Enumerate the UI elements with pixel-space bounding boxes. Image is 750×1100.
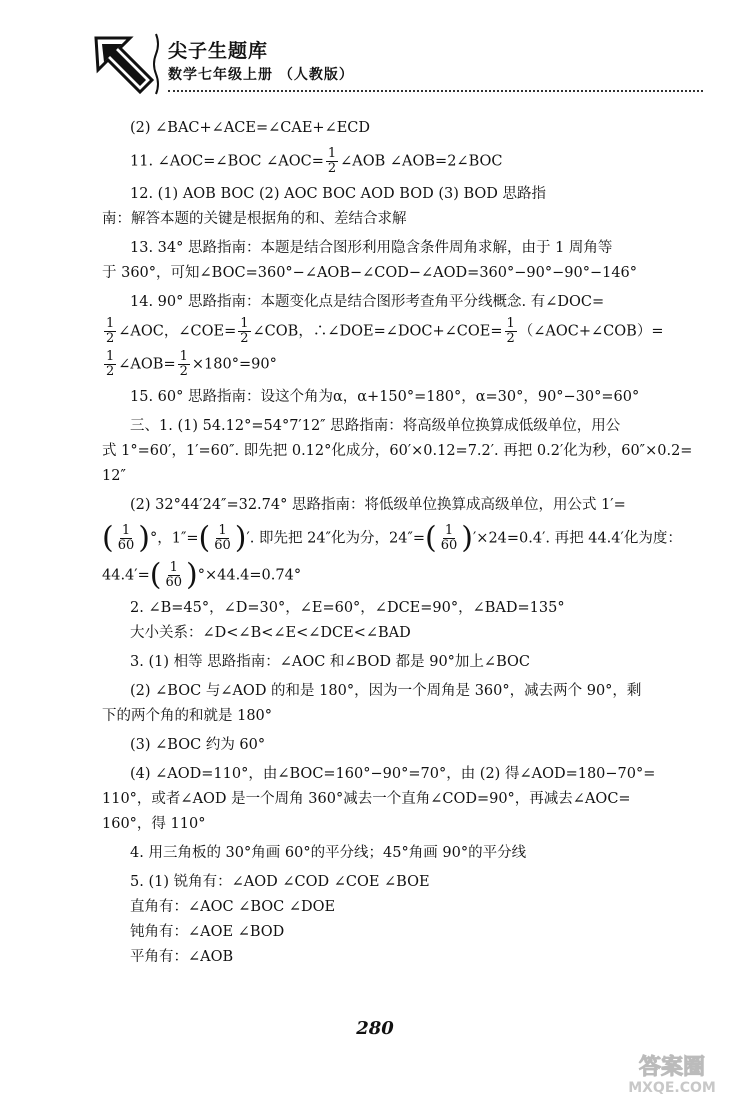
text-line: (2) 32°44′24″=32.74° 思路指南：将低级单位换算成高级单位，用公式 1′= xyxy=(130,497,626,513)
text-line: 3. (1) 相等 思路指南：∠AOC 和∠BOD 都是 90°加上∠BOC xyxy=(130,654,530,670)
fraction: $\frac{1}{2}$ xyxy=(106,317,115,346)
text-line: 11. ∠AOC=∠BOC ∠AOC= $\frac{1}{2}$ ∠AOB ∠AOB=2∠BOC xyxy=(130,147,503,176)
arrow-logo-icon xyxy=(90,30,164,100)
header-divider xyxy=(168,90,703,92)
book-subtitle: 数学七年级上册 （人教版） xyxy=(168,67,354,83)
text-line: 大小关系：∠D<∠B<∠E<∠DCE<∠BAD xyxy=(130,625,411,641)
text-line: (2) ∠BOC 与∠AOD 的和是 180°，因为一个周角是 360°，减去两个 90°，剩 xyxy=(130,683,642,699)
fraction: $\frac{1}{60}$ xyxy=(117,524,135,553)
text-line: 平角有：∠AOB xyxy=(130,949,234,965)
fraction: $\frac{1}{60}$ xyxy=(214,524,231,553)
text-line: 13. 34° 思路指南：本题是结合图形利用隐含条件周角求解，由于 1 周角等 xyxy=(130,240,613,256)
watermark-logo xyxy=(602,1050,742,1095)
text-line: 2. ∠B=45°，∠D=30°，∠E=60°，∠DCE=90°，∠BAD=135° xyxy=(130,600,565,616)
book-title: 尖子生题库 xyxy=(168,40,269,62)
text-line: (2) ∠BAC+∠ACE=∠CAE+∠ECD xyxy=(130,120,371,136)
text-line: 12. (1) AOB BOC (2) AOC BOC AOD BOD (3) BOD 思路指 xyxy=(130,186,547,202)
text-line: 式 1°=60′，1′=60″. 即先把 0.12°化成分，60′×0.12=7.2′. 再把 0.2′化为秒，60″×0.2= xyxy=(102,443,693,459)
text-line: (4) ∠AOD=110°，由∠BOC=160°−90°=70°，由 (2) 得∠AOD=180−70°= xyxy=(130,766,656,782)
fraction: $\frac{1}{60}$ xyxy=(165,561,182,590)
fraction: $\frac{1}{2}$ xyxy=(240,317,249,346)
text-line: 于 360°，可知∠BOC=360°−∠AOB−∠COD−∠AOD=360°−90°−90°−146° xyxy=(102,265,638,281)
text-line: 15. 60° 思路指南：设这个角为α，α+150°=180°，α=30°，90°−30°=60° xyxy=(130,389,640,405)
svg-text:MXQE.COM: MXQE.COM xyxy=(628,1080,716,1095)
page-header xyxy=(90,30,710,100)
fraction: $\frac{1}{2}$ xyxy=(506,317,515,346)
text-line: 南：解答本题的关键是根据角的和、差结合求解 xyxy=(102,211,407,227)
text-line: 5. (1) 锐角有：∠AOD ∠COD ∠COE ∠BOE xyxy=(130,874,430,890)
fraction: $\frac{1}{2}$ xyxy=(106,350,115,379)
text-line: 直角有：∠AOC ∠BOC ∠DOE xyxy=(130,899,336,915)
text-line: 三、1. (1) 54.12°=54°7′12″ 思路指南：将高级单位换算成低级单位，用公 xyxy=(130,418,621,434)
text-line: 钝角有：∠AOE ∠BOD xyxy=(130,924,285,940)
fraction: $\frac{1}{2}$ xyxy=(327,147,337,176)
text-line: 4. 用三角板的 30°角画 60°的平分线；45°角画 90°的平分线 xyxy=(130,845,527,861)
answer-text xyxy=(102,118,707,976)
fraction: $\frac{1}{2}$ xyxy=(179,350,188,379)
text-line: $\frac{1}{2}$ ∠AOC，∠COE= $\frac{1}{2}$ ∠COB，∴∠DOE=∠DOC+∠COE= $\frac{1}{2}$ （∠AOC+∠COB）= xyxy=(106,317,664,346)
fraction: $\frac{1}{60}$ xyxy=(440,524,458,553)
text-line: (3) ∠BOC 约为 60° xyxy=(130,737,266,753)
text-line: 160°，得 110° xyxy=(102,816,206,832)
text-line: ( $\frac{1}{60}$ )°，1″=( $\frac{1}{60}$ )′. 即先把 24″化为分，24″=( $\frac{1}{60}$ )′×24=0.4′. 再把 44.4′化为度： xyxy=(102,524,682,553)
text-line: 44.4′=( $\frac{1}{60}$ )°×44.4=0.74° xyxy=(102,561,302,590)
page-number: 280 xyxy=(356,1018,394,1039)
text-line: 下的两个角的和就是 180° xyxy=(102,708,273,724)
text-line: 12″ xyxy=(102,468,126,484)
text-line: 110°，或者∠AOD 是一个周角 360°减去一个直角∠COD=90°，再减去∠AOC= xyxy=(102,791,631,807)
text-line: $\frac{1}{2}$ ∠AOB= $\frac{1}{2}$ ×180°=90° xyxy=(106,350,277,379)
svg-text:答案圈: 答案圈 xyxy=(638,1055,706,1080)
text-line: 14. 90° 思路指南：本题变化点是结合图形考查角平分线概念. 有∠DOC= xyxy=(130,294,605,310)
